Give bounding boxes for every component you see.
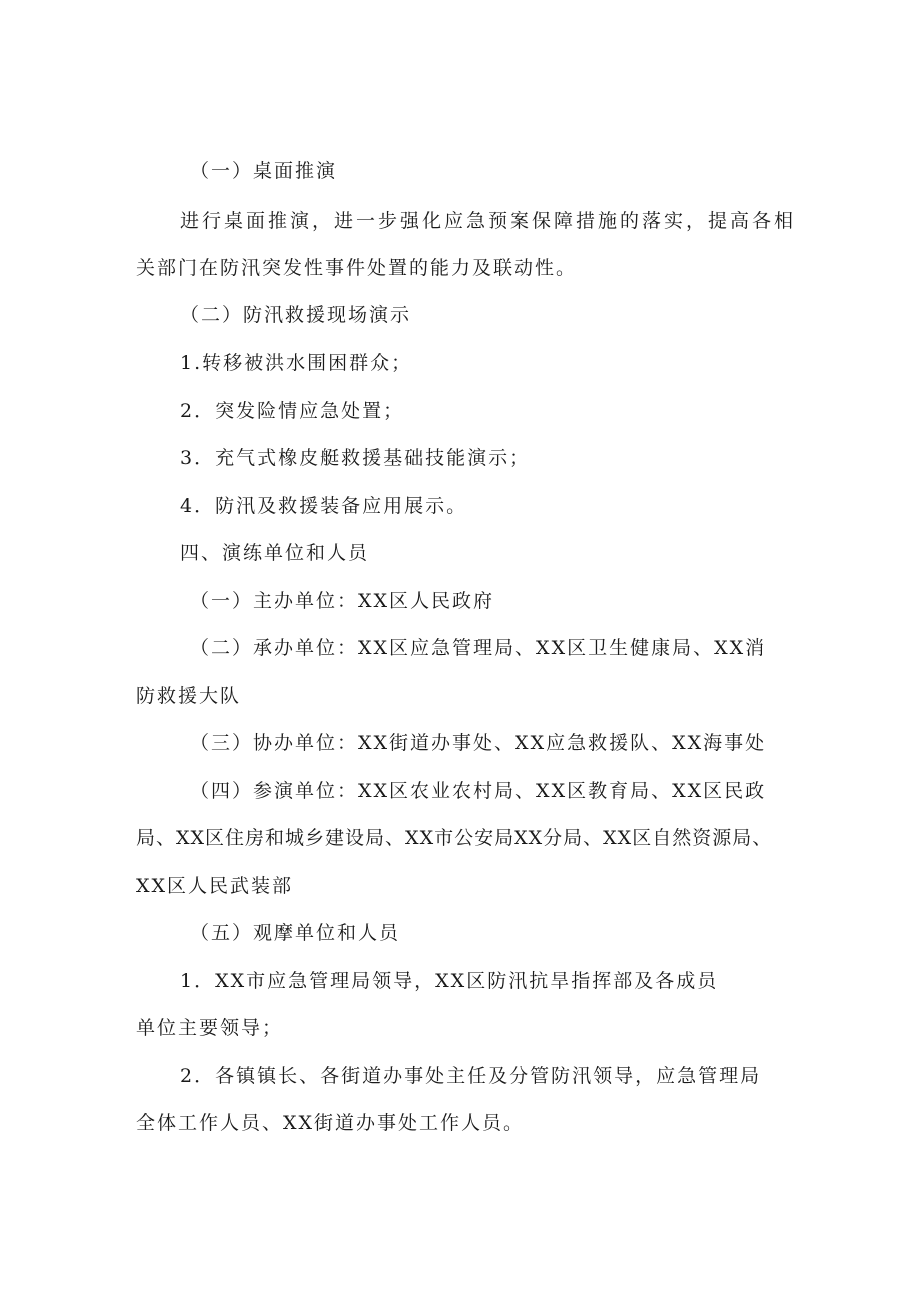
observer-item-1-line-2: 单位主要领导； xyxy=(136,1017,284,1039)
co-organizer-units: （三）协办单位：XX街道办事处、XX应急救援队、XX海事处 xyxy=(190,732,767,754)
participating-units-line-3: XX区人民武装部 xyxy=(136,875,294,897)
heading-tabletop-exercise: （一）桌面推演 xyxy=(190,160,338,182)
observer-units-heading: （五）观摩单位和人员 xyxy=(190,922,401,944)
paragraph-tabletop-line-1: 进行桌面推演，进一步强化应急预案保障措施的落实，提高各相 xyxy=(180,210,797,232)
list-item-4: 4．防汛及救援装备应用展示。 xyxy=(180,495,468,517)
observer-item-1-line-1: 1．XX市应急管理局领导，XX区防汛抗旱指挥部及各成员 xyxy=(180,970,719,992)
host-unit: （一）主办单位：XX区人民政府 xyxy=(190,590,495,612)
list-item-2: 2．突发险情应急处置； xyxy=(180,400,405,422)
list-item-1: 1.转移被洪水围困群众； xyxy=(180,352,413,374)
participating-units-line-1: （四）参演单位：XX区农业农村局、XX区教育局、XX区民政 xyxy=(190,780,767,802)
section-heading-units: 四、演练单位和人员 xyxy=(180,542,370,564)
paragraph-tabletop-line-2: 关部门在防汛突发性事件处置的能力及联动性。 xyxy=(136,257,578,279)
list-item-3: 3．充气式橡皮艇救援基础技能演示； xyxy=(180,447,531,469)
observer-item-2-line-1: 2．各镇镇长、各街道办事处主任及分管防汛领导，应急管理局 xyxy=(180,1065,762,1087)
heading-onsite-demo: （二）防汛救援现场演示 xyxy=(180,304,412,326)
organizer-units-line-1: （二）承办单位：XX区应急管理局、XX区卫生健康局、XX消 xyxy=(190,637,767,659)
organizer-units-line-2: 防救援大队 xyxy=(136,685,242,707)
participating-units-line-2: 局、XX区住房和城乡建设局、XX市公安局XX分局、XX区自然资源局、 xyxy=(136,827,773,849)
observer-item-2-line-2: 全体工作人员、XX街道办事处工作人员。 xyxy=(136,1112,525,1134)
